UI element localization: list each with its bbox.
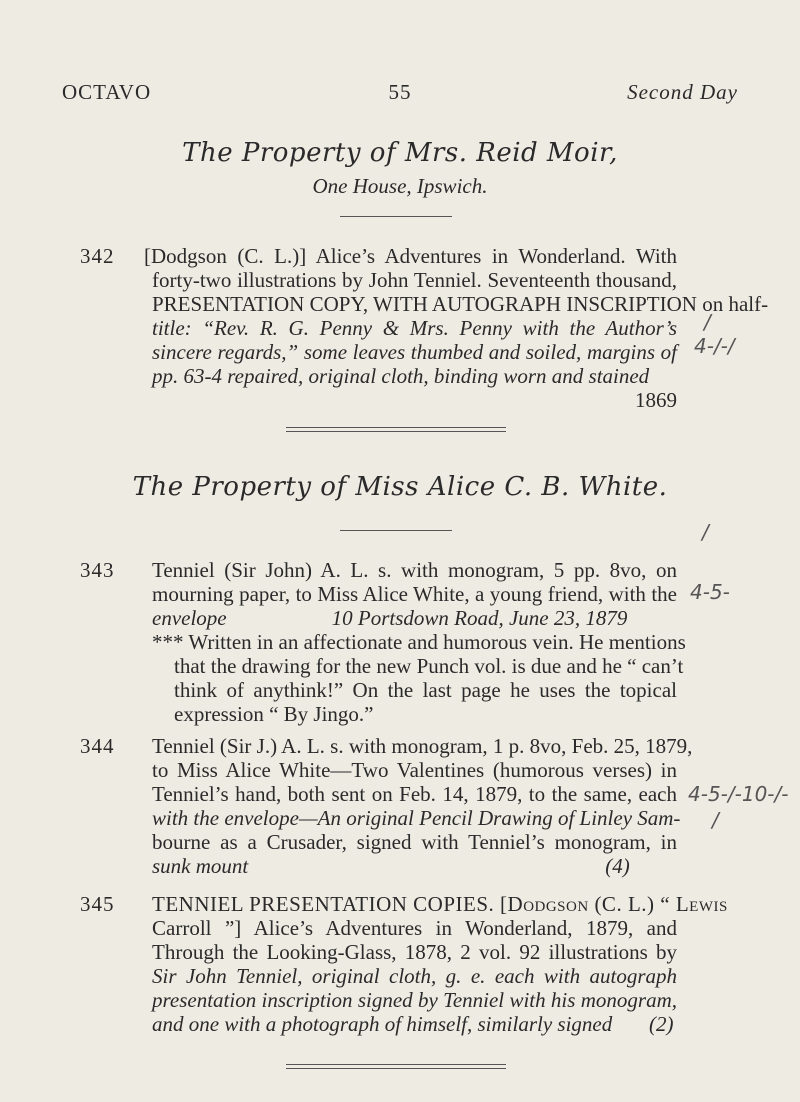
lot-line: TENNIEL PRESENTATION COPIES. [Dodgson (C. L.) “ Lewis	[152, 892, 728, 916]
lot-line: and one with a photograph of himself, similarly signed (2)	[152, 1012, 674, 1036]
lot-line: envelope 10 Portsdown Road, June 23, 1879	[152, 606, 628, 630]
lot-line: that the drawing for the new Punch vol. is due and he “ can’t	[174, 654, 684, 678]
lot-line: mourning paper, to Miss Alice White, a young friend, with the	[152, 582, 677, 606]
running-head	[62, 80, 738, 106]
margin-note: 4-5-	[690, 580, 730, 604]
lot-number: 345	[80, 892, 115, 916]
lot-line: [Dodgson (C. L.)] Alice’s Adventures in Wonderland. With	[144, 244, 677, 268]
margin-note: /	[712, 808, 719, 832]
lot-line: Tenniel’s hand, both sent on Feb. 14, 1879, to the same, each	[152, 782, 677, 806]
running-head-right: Second Day	[627, 80, 738, 104]
lot-line: bourne as a Crusader, signed with Tenniel’s monogram, in	[152, 830, 677, 854]
lot-description	[152, 558, 686, 726]
short-rule	[340, 216, 452, 217]
lot-line: pp. 63-4 repaired, original cloth, binding worn and stained	[152, 364, 650, 388]
lot-line: to Miss Alice White—Two Valentines (humorous verses) in	[152, 758, 677, 782]
provenance-title: The Property of Miss Alice C. B. White.	[132, 472, 668, 502]
lot-line: Through the Looking-Glass, 1878, 2 vol. 92 illustrations by	[152, 940, 677, 964]
lot-number: 342	[80, 244, 115, 268]
provenance-heading-1	[0, 138, 800, 199]
lot-line: Carroll ”] Alice’s Adventures in Wonderland, 1879, and	[152, 916, 677, 940]
page-number: 55	[388, 80, 412, 104]
running-head-left: OCTAVO	[62, 80, 152, 104]
lot-line: title: “Rev. R. G. Penny & Mrs. Penny with the Author’s	[152, 316, 677, 340]
lot-description	[152, 734, 693, 878]
lot-line: Tenniel (Sir J.) A. L. s. with monogram, 1 p. 8vo, Feb. 25, 1879,	[152, 734, 693, 758]
lot-date: 1869	[635, 388, 677, 412]
lot-line: sincere regards,” some leaves thumbed and soiled, margins of	[152, 340, 677, 364]
double-rule	[286, 1064, 506, 1069]
lot-line: sunk mount (4)	[152, 854, 630, 878]
lot-line: forty-two illustrations by John Tenniel. Seventeenth thousand,	[152, 268, 677, 292]
double-rule	[286, 427, 506, 432]
lot-number: 344	[80, 734, 115, 758]
provenance-subtitle: One House, Ipswich.	[312, 174, 488, 198]
lot-line: PRESENTATION COPY, WITH AUTOGRAPH INSCRIPTION on half-	[152, 292, 769, 316]
lot-number: 343	[80, 558, 115, 582]
lot-line: think of anythink!” On the last page he uses the topical	[174, 678, 677, 702]
lot-line: expression “ By Jingo.”	[174, 702, 374, 726]
lot-line: Tenniel (Sir John) A. L. s. with monogram, 5 pp. 8vo, on	[152, 558, 677, 582]
margin-note: 4-/-/	[694, 334, 735, 358]
margin-note: /	[704, 310, 711, 334]
short-rule	[340, 530, 452, 531]
margin-note: /	[702, 520, 709, 544]
provenance-title: The Property of Mrs. Reid Moir,	[182, 138, 618, 168]
lot-line: presentation inscription signed by Tenniel with his monogram,	[152, 988, 677, 1012]
lot-line: Sir John Tenniel, original cloth, g. e. each with autograph	[152, 964, 677, 988]
lot-note: *** Written in an affectionate and humorous vein. He mentions	[152, 630, 686, 654]
lot-description	[144, 244, 769, 412]
lot-line: with the envelope—An original Pencil Drawing of Linley Sam-	[152, 806, 681, 830]
margin-note: 4-5-/-10-/-	[688, 782, 789, 806]
provenance-heading-2	[0, 472, 800, 502]
lot-description	[152, 892, 728, 1036]
